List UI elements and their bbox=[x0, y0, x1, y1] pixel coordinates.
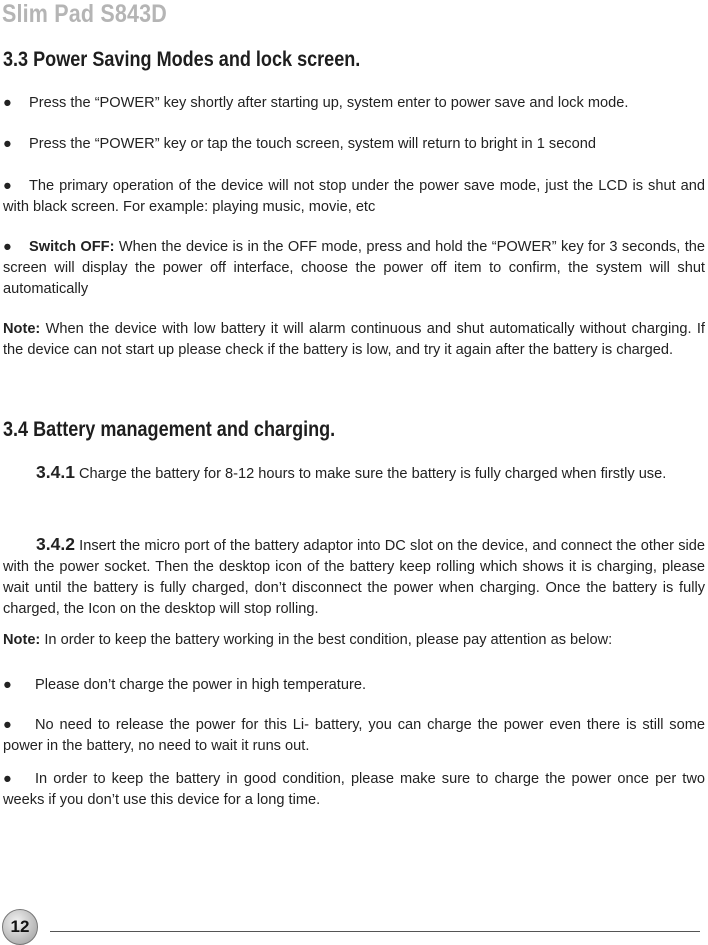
note-text: When the device with low battery it will alarm continuous and shut automatically without charging. If the device can not start up please check if the battery is low, and try it again after the battery is charged. bbox=[3, 321, 705, 358]
subsection-3-4-2 bbox=[3, 534, 705, 620]
bullet-icon: ● bbox=[3, 717, 12, 733]
note-label: Note: bbox=[3, 321, 41, 337]
list-item-text: No need to release the power for this Li- battery, you can charge the power even there is still some power in the battery, no need to wait it runs out. bbox=[3, 717, 705, 754]
subsection-number: 3.4.2 bbox=[36, 534, 75, 554]
bullet-icon: ● bbox=[3, 95, 12, 111]
switch-off-label: Switch OFF: bbox=[29, 239, 115, 255]
note-text: In order to keep the battery working in the best condition, please pay attention as below: bbox=[40, 632, 613, 648]
list-item bbox=[3, 134, 705, 155]
list-item-text: When the device is in the OFF mode, press and hold the “POWER” key for 3 seconds, the screen will display the power off interface, choose the power off item to confirm, the system will shut automatically bbox=[3, 239, 705, 297]
list-item bbox=[3, 715, 705, 757]
subsection-3-4-1 bbox=[36, 462, 676, 485]
list-item-text: Press the “POWER” key or tap the touch screen, system will return to bright in 1 second bbox=[29, 136, 596, 152]
list-item-text: The primary operation of the device will not stop under the power save mode, just the LCD is shut and with black screen. For example: playing music, movie, etc bbox=[3, 178, 705, 215]
note-paragraph bbox=[3, 319, 705, 361]
page-number-badge: 12 bbox=[2, 909, 38, 945]
note-label: Note: bbox=[3, 632, 41, 648]
subsection-text: Charge the battery for 8-12 hours to make sure the battery is fully charged when firstly use. bbox=[74, 466, 667, 482]
bullet-icon: ● bbox=[3, 677, 12, 693]
list-item-text: In order to keep the battery in good condition, please make sure to charge the power once per two weeks if you don’t use this device for a long time. bbox=[3, 771, 705, 808]
subsection-text: Insert the micro port of the battery adaptor into DC slot on the device, and connect the other side with the power socket. Then the desktop icon of the battery keep rolling which shows it is charging, please wait until the battery is fully charged, don’t disconnect the power when charging. Once the battery is fully charged, the Icon on the desktop will stop rolling. bbox=[3, 538, 705, 617]
document-header-title: Slim Pad S843D bbox=[2, 0, 167, 28]
list-item bbox=[3, 176, 705, 218]
section-3-3-heading: 3.3 Power Saving Modes and lock screen. bbox=[3, 48, 361, 71]
bullet-icon: ● bbox=[3, 239, 12, 255]
list-item bbox=[3, 769, 705, 811]
section-3-4-heading: 3.4 Battery management and charging. bbox=[3, 418, 336, 441]
subsection-number: 3.4.1 bbox=[36, 462, 75, 482]
bullet-icon: ● bbox=[3, 136, 12, 152]
footer-divider bbox=[50, 931, 700, 932]
list-item bbox=[3, 675, 705, 696]
bullet-icon: ● bbox=[3, 771, 12, 787]
list-item bbox=[3, 93, 705, 114]
note-paragraph bbox=[3, 630, 705, 651]
list-item-text: Press the “POWER” key shortly after starting up, system enter to power save and lock mode. bbox=[29, 95, 629, 111]
list-item bbox=[3, 237, 705, 300]
bullet-icon: ● bbox=[3, 178, 12, 194]
list-item-text: Please don’t charge the power in high temperature. bbox=[35, 677, 366, 693]
